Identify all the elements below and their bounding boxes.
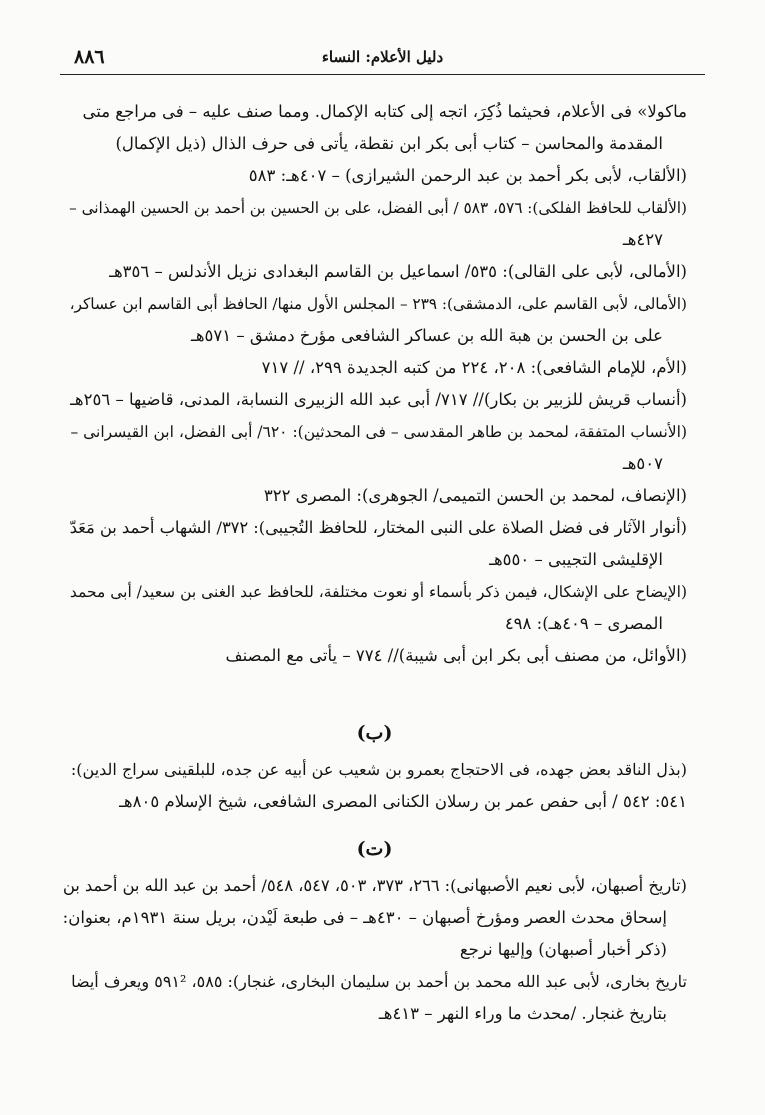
entry-line: (بذل الناقد بعض جهده، فى الاحتجاج بعمرو بن شعيب عن أبيه عن جده، للبلقينى سراج الدين): <box>70 760 687 779</box>
entry-line: (أنوار الآثار فى فضل الصلاة على النبى المختار، للحافظ التُجيبى): ٣٧٢/ الشهاب أحمد بن مَعَدّ <box>69 518 687 537</box>
entry-line: (الإيضاح على الإشكال، فيمن ذكر بأسماء أو نعوت مختلفة، للحافظ عبد الغنى بن سعيد/ أبى محمد <box>69 583 687 601</box>
entry-line: (الأنساب المتفقة، لمحمد بن طاهر المقدسى – فى المحدثين): ٦٢٠/ أبى الفضل، ابن القيسرانى – <box>70 423 687 441</box>
entry-continuation: ٤٢٧هـ <box>622 230 663 249</box>
entry-line: (الأمالى، لأبى القاسم على، الدمشقى): ٢٣٩ – المجلس الأول منها/ الحافظ أبى القاسم ابن عساكر، <box>69 295 687 313</box>
entry-continuation: المصرى – ٤٠٩هـ): ٤٩٨ <box>504 614 663 633</box>
entry-continuation: إسحاق محدث العصر ومؤرخ أصبهان – ٤٣٠هـ – فى طبعة لَيْدن، بريل سنة ١٩٣١م، بعنوان: <box>62 908 667 927</box>
section-heading-ba: (ب) <box>356 722 393 744</box>
entry-continuation: ٥٠٧هـ <box>622 454 663 473</box>
entry-continuation: على بن الحسن بن هبة الله بن عساكر الشافعى مؤرخ دمشق – ٥٧١هـ <box>191 326 663 345</box>
page-number: ٨٨٦ <box>74 46 105 68</box>
entry-line: (الإنصاف، لمحمد بن الحسن التميمى/ الجوهرى): المصرى ٣٢٢ <box>263 486 687 505</box>
section-heading-ta: (ت) <box>356 838 393 860</box>
page-header <box>60 44 705 75</box>
entry-continuation: الإقليشى التجيبى – ٥٥٠هـ <box>489 550 663 569</box>
entry-line: (الأم، للإمام الشافعى): ٢٠٨، ٢٢٤ من كتبه الجديدة ٢٩٩، // ٧١٧ <box>261 358 687 377</box>
running-title: دليل الأعلام: النساء <box>321 48 444 66</box>
text-line: ماكولا» فى الأعلام، فحيثما ذُكِرَ، اتجه إلى كتابه الإكمال. ومما صنف عليه – فى مراجع متى <box>82 102 687 121</box>
entry-line: تاريخ بخارى، لأبى عبد الله محمد بن أحمد بن سليمان البخارى، غنجار): ٥٨٥، ٥٩١² ويعرف أيضا <box>71 972 687 991</box>
entry-line: (تاريخ أصبهان، لأبى نعيم الأصبهانى): ٢٦٦، ٣٧٣، ٥٠٣، ٥٤٧، ٥٤٨/ أحمد بن عبد الله بن أحمد بن <box>62 876 687 895</box>
entry-line: (أنساب قريش للزبير بن بكار)// ٧١٧/ أبى عبد الله الزبيرى النسابة، المدنى، قاضيها – ٢٥٦هـ <box>70 390 687 409</box>
entry-continuation: (ذكر أخبار أصبهان) وإليها نرجع <box>459 940 667 959</box>
entry-line: (الأمالى، لأبى على القالى): ٥٣٥/ اسماعيل بن القاسم البغدادى نزيل الأندلس – ٣٥٦هـ <box>109 262 687 281</box>
entry-line: (الأوائل، من مصنف أبى بكر ابن أبى شيبة)// ٧٧٤ – يأتى مع المصنف <box>225 646 687 665</box>
entry-line: (الألقاب، لأبى بكر أحمد بن عبد الرحمن الشيرازى) – ٤٠٧هـ: ٥٨٣ <box>248 166 687 185</box>
entry-line: ٥٤١: ٥٤٢ / أبى حفص عمر بن رسلان الكنانى المصرى الشافعى، شيخ الإسلام ٨٠٥هـ <box>119 792 687 811</box>
entry-line: (الألقاب للحافظ الفلكى): ٥٧٦، ٥٨٣ / أبى الفضل، على بن الحسين بن أحمد بن الحسين الهمذانى – <box>69 199 687 217</box>
text-line: المقدمة والمحاسن – كتاب أبى بكر ابن نقطة، يأتى فى حرف الذال (ذيل الإكمال) <box>115 134 663 153</box>
entry-continuation: بتاريخ غنجار. /محدث ما وراء النهر – ٤١٣هـ <box>378 1004 667 1023</box>
page-body <box>62 96 687 1030</box>
